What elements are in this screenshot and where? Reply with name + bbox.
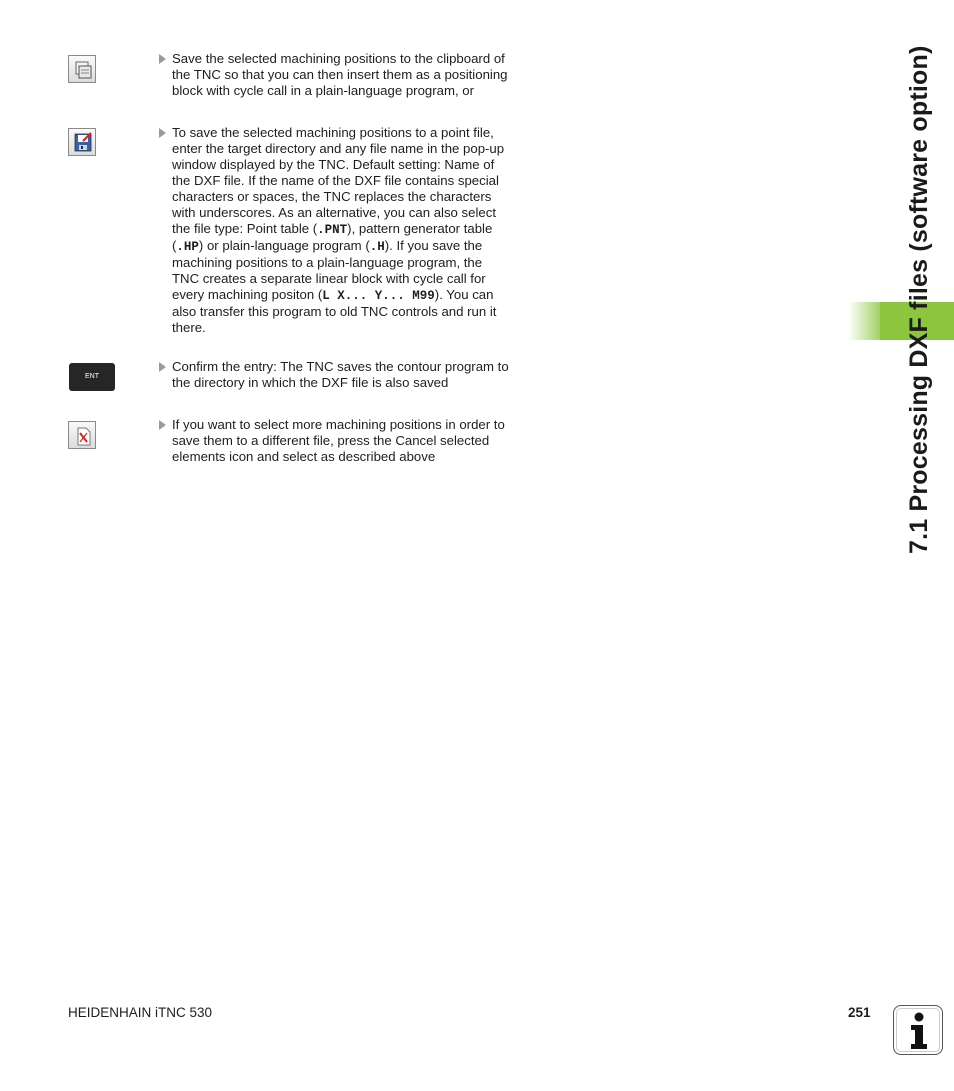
bullet-arrow-icon <box>159 420 166 430</box>
footer-product: HEIDENHAIN iTNC 530 <box>68 1005 213 1020</box>
file-type-h: .H <box>369 240 385 254</box>
entry-text: If you want to select more machining positions in order to save them to a different file, press the Cancel selected elements icon and select as described above <box>172 417 512 465</box>
bullet-arrow-icon <box>159 128 166 138</box>
entry-text: To save the selected machining positions to a point file, enter the target directory and any file name in the pop-up window displayed by the TNC. Default setting: Name of the DXF file. If the name of the DXF file contains special characters or spaces, the TNC replaces the characters with underscores. As an alternative, you can also select the file type: Point table (.PNT), pattern generator table (.HP) or plain-language program (.H). If you save the machining positions to a plain-language program, the TNC creates a separate linear block with cycle call for every machining positon (L X... Y... M99). You can also transfer this program to old TNC controls and run it there. <box>172 125 512 336</box>
clipboard-copy-icon[interactable] <box>68 55 96 83</box>
save-file-icon[interactable] <box>68 128 96 156</box>
entry-text: Save the selected machining positions to the clipboard of the TNC so that you can then insert them as a positioning block with cycle call in a plain-language program, or <box>172 51 512 99</box>
file-type-hp: .HP <box>176 240 199 254</box>
info-icon <box>893 1005 943 1055</box>
bullet-arrow-icon <box>159 54 166 64</box>
nc-block-code: L X... Y... M99 <box>322 289 435 303</box>
bullet-arrow-icon <box>159 362 166 372</box>
file-type-pnt: .PNT <box>317 223 348 237</box>
chapter-title: 7.1 Processing DXF files (software option) <box>905 45 933 554</box>
cancel-selection-icon[interactable] <box>68 421 96 449</box>
page-number: 251 <box>848 1005 871 1020</box>
ent-key-button[interactable]: ENT <box>69 363 115 391</box>
entry-text: Confirm the entry: The TNC saves the contour program to the directory in which the DXF file is also saved <box>172 359 512 391</box>
